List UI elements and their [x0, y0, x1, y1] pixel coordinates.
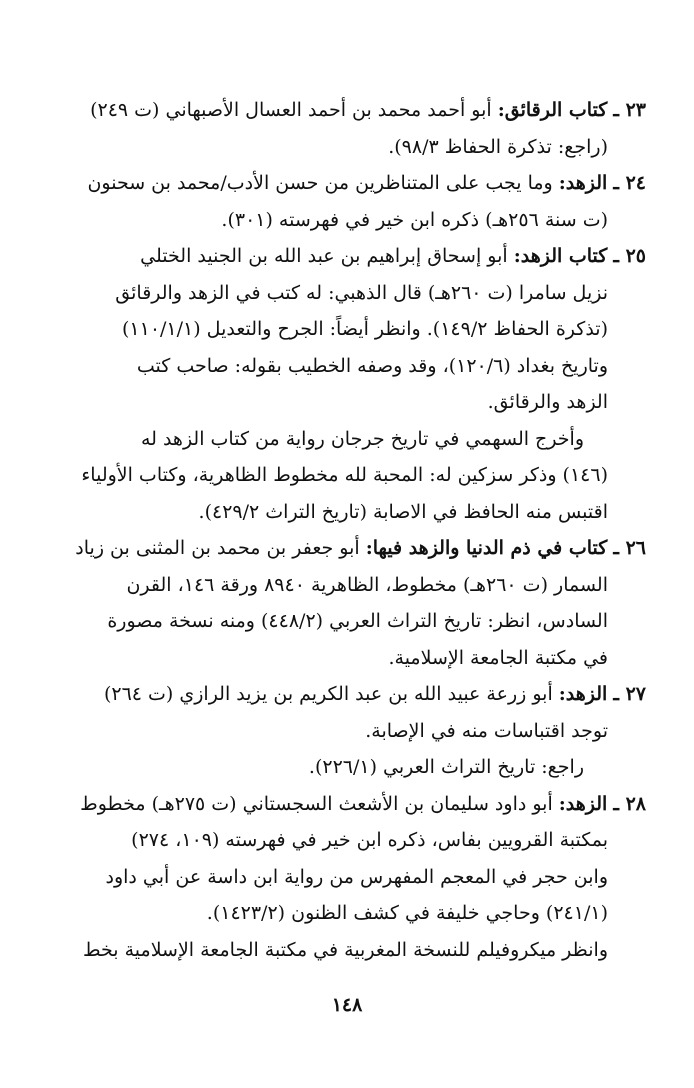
entry-line: (تذكرة الحفاظ ١٤٩/٢). وانظر أيضاً: الجرح والتعديل (١١٠/١/١): [121, 318, 608, 340]
entry-number: ٢٥ ـ: [613, 245, 646, 267]
entry-line: في مكتبة الجامعة الإسلامية.: [388, 646, 608, 669]
entry-text: أبو أحمد محمد بن أحمد العسال الأصبهاني (ت ٢٤٩): [90, 99, 492, 121]
entry-text: أبو إسحاق إبراهيم بن عبد الله بن الجنيد الختلي: [140, 245, 508, 267]
entry-line: وابن حجر في المعجم المفهرس من رواية ابن داسة عن أبي داود: [105, 865, 608, 888]
entry-text: وما يجب على المتناظرين من حسن الأدب/محمد بن سحنون: [87, 172, 553, 194]
entry-first-line: [50, 238, 646, 275]
entry-text: أبو جعفر بن محمد بن المثنى بن زياد: [75, 537, 360, 559]
entry-line: (راجع: تذكرة الحفاظ ٩٨/٣).: [388, 135, 608, 158]
entry-number: ٢٧ ـ: [613, 683, 646, 705]
entry-line: السمار (ت ٢٦٠هـ) مخطوط، الظاهرية ٨٩٤٠ ورقة ١٤٦، القرن: [126, 573, 608, 596]
entry-25: [50, 238, 646, 530]
entry-23: [50, 92, 646, 165]
entry-title: كتاب في ذم الدنيا والزهد فيها:: [365, 537, 608, 559]
entry-title: كتاب الزهد:: [513, 245, 608, 267]
entry-number: ٢٤ ـ: [613, 172, 646, 194]
entry-title: الزهد:: [558, 792, 608, 815]
entry-line: (ت سنة ٢٥٦هـ) ذكره ابن خير في فهرسته (٣٠١).: [221, 208, 608, 231]
entry-26: [50, 530, 646, 676]
entry-first-line: [50, 676, 646, 713]
entry-28: [50, 786, 646, 969]
entry-line: بمكتبة القرويين بفاس، ذكره ابن خير في فهرسته (١٠٩، ٢٧٤): [131, 829, 608, 851]
entry-number: ٢٣ ـ: [613, 99, 646, 121]
entry-reference-line: راجع: تاريخ التراث العربي (٢٢٦/١).: [308, 756, 584, 778]
entry-first-line: [50, 92, 646, 129]
entry-line: اقتبس منه الحافظ في الاصابة (تاريخ التراث ٤٢٩/٢).: [198, 500, 608, 523]
entry-line: وتاريخ بغداد (١٢٠/٦)، وقد وصفه الخطيب بقوله: صاحب كتب: [136, 354, 608, 377]
entry-24: [50, 165, 646, 238]
entry-paragraph-line: وانظر ميكروفيلم للنسخة المغربية في مكتبة الجامعة الإسلامية بخط: [82, 938, 608, 961]
entry-line: نزيل سامرا (ت ٢٦٠هـ) قال الذهبي: له كتب في الزهد والرقائق: [115, 281, 608, 304]
entry-first-line: [50, 786, 646, 823]
entry-text: أبو زرعة عبيد الله بن عبد الكريم بن يزيد الرازي (ت ٢٦٤): [103, 683, 553, 705]
entry-title: الزهد:: [558, 172, 608, 194]
entry-number: ٢٨ ـ: [613, 792, 646, 815]
entry-text: أبو داود سليمان بن الأشعث السجستاني (ت ٢٧٥هـ) مخطوط: [80, 792, 553, 815]
entry-first-line: [50, 165, 646, 202]
entry-line: الزهد والرقائق.: [487, 391, 608, 413]
entry-line: توجد اقتباسات منه في الإصابة.: [365, 719, 608, 742]
entry-number: ٢٦ ـ: [613, 537, 646, 559]
entry-paragraph-line: وأخرج السهمي في تاريخ جرجان رواية من كتاب الزهد له: [140, 427, 584, 450]
entry-line: (٢٤١/١) وحاجي خليفة في كشف الظنون (١٤٢٣/٢).: [206, 902, 608, 924]
entry-line: السادس، انظر: تاريخ التراث العربي (٤٤٨/٢) ومنه نسخة مصورة: [107, 610, 608, 632]
entry-first-line: [50, 530, 646, 567]
entry-27: [50, 676, 646, 786]
page-number: ١٤٨: [331, 994, 363, 1016]
entry-line: (١٤٦) وذكر سزكين له: المحبة لله مخطوط الظاهرية، وكتاب الأولياء: [81, 464, 608, 486]
entry-title: الزهد:: [558, 683, 608, 705]
entry-title: كتاب الرقائق:: [497, 99, 608, 121]
